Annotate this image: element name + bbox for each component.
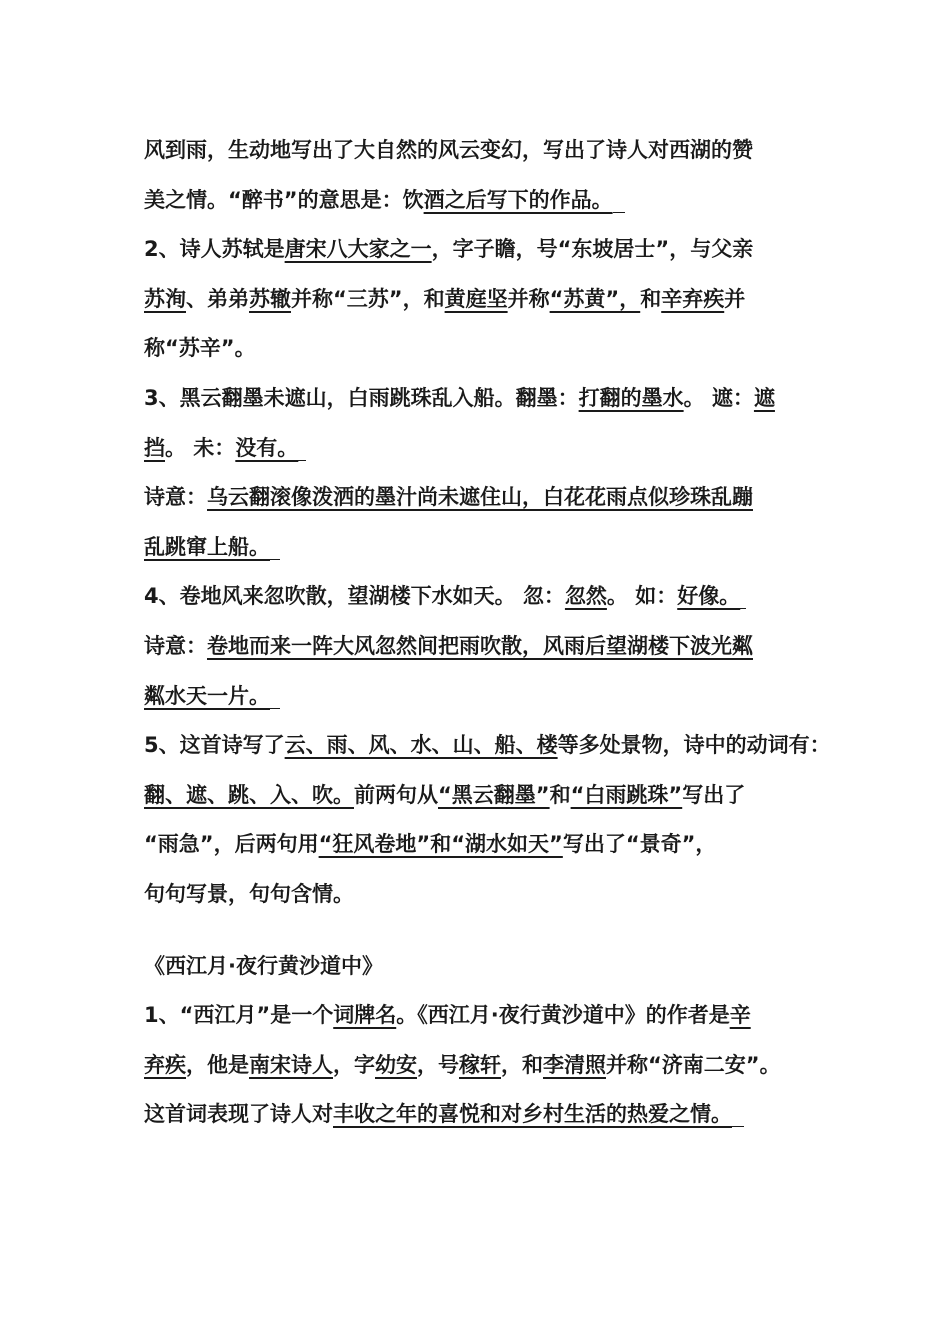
- answer-text: “狂风卷地”和“湖水如天”: [318, 832, 563, 857]
- answer-text: 忽然: [564, 584, 607, 609]
- text-line: [144, 523, 824, 573]
- answer-blank-line: [270, 558, 280, 560]
- answer-text: 好像。: [677, 584, 741, 609]
- text-line: [144, 942, 824, 992]
- body-text: ，和: [501, 1052, 543, 1077]
- body-text: 并称“三苏”，和: [291, 286, 445, 311]
- body-text: ，字: [333, 1052, 375, 1077]
- answer-text: 南宋诗人: [249, 1052, 333, 1077]
- body-text: “雨急”，后两句用: [144, 832, 319, 857]
- answer-text: 乱跳窜上船。: [144, 534, 270, 559]
- answer-text: 乌云翻滚像泼洒的墨汁尚未遮住山，白花花雨点似珍珠乱蹦: [207, 485, 753, 510]
- answer-text: 没有。: [235, 435, 299, 460]
- text-line: [144, 572, 824, 622]
- answer-text: 黄庭坚: [444, 286, 508, 311]
- answer-text: 词牌名: [333, 1003, 397, 1028]
- body-text: 并: [724, 286, 746, 311]
- answer-text: 云、雨、风、水、山、船、楼: [284, 733, 558, 758]
- text-line: [144, 473, 824, 523]
- body-text: 。《西江月·夜行黄沙道中》的作者是: [396, 1003, 730, 1028]
- body-text: 美之情。“醉书”的意思是：饮: [144, 187, 424, 212]
- answer-text: “苏黄”，: [549, 286, 641, 311]
- answer-text: 遮: [753, 385, 775, 410]
- body-text: ，他是: [186, 1052, 249, 1077]
- answer-text: 卷地而来一阵大风忽然间把雨吹散，风雨后望湖楼下波光粼: [207, 633, 753, 658]
- body-text: 并称: [507, 286, 550, 311]
- answer-text: 稼轩: [459, 1052, 501, 1077]
- answer-blank-line: [613, 211, 625, 213]
- text-line: [144, 991, 824, 1041]
- body-text: 5、这首诗写了: [144, 733, 285, 758]
- body-text: 1、“西江月”是一个: [144, 1003, 334, 1028]
- body-text: 写出了“景奇”，: [562, 832, 717, 857]
- body-text: ，号: [417, 1052, 459, 1077]
- text-line: [144, 1090, 824, 1140]
- text-line: [144, 1041, 824, 1091]
- body-text: 风到雨，生动地写出了大自然的风云变幻，写出了诗人对西湖的赞: [144, 138, 753, 162]
- answer-text: 丰收之年的喜悦和对乡村生活的热爱之情。: [333, 1102, 732, 1127]
- answer-text: 打翻的墨水: [578, 385, 684, 410]
- text-line: [144, 126, 824, 176]
- text-line: [144, 225, 824, 275]
- answer-text: 幼安: [375, 1052, 417, 1077]
- answer-blank-line: [270, 707, 280, 709]
- body-text: 等多处景物，诗中的动词有：: [557, 733, 831, 758]
- text-line: [144, 424, 824, 474]
- body-text: ，字子瞻，号“东坡居士”，与父亲: [431, 237, 754, 262]
- body-text: 并称“济南二安”。: [606, 1052, 781, 1077]
- document-page: [144, 126, 831, 1140]
- body-text: 。 遮：: [683, 385, 754, 410]
- answer-text: 唐宋八大家之一: [284, 237, 432, 262]
- answer-text: 粼水天一片。: [144, 683, 270, 708]
- answer-text: 酒之后写下的作品。: [423, 187, 613, 212]
- body-text: 3、黑云翻墨未遮山，白雨跳珠乱入船。翻墨：: [144, 385, 579, 410]
- answer-text: 辛: [729, 1003, 751, 1028]
- body-text: 4、卷地风来忽吹散，望湖楼下水如天。 忽：: [144, 584, 565, 609]
- body-text: 这首词表现了诗人对: [144, 1102, 333, 1127]
- body-text: 诗意：: [144, 485, 207, 510]
- text-line: [144, 771, 824, 821]
- answer-text: 辛弃疾: [661, 286, 725, 311]
- answer-text: 翻、遮、跳、入、吹。: [144, 782, 354, 807]
- text-line: [144, 324, 824, 374]
- answer-text: 苏辙: [249, 286, 291, 311]
- body-text: 句句写景，句句含情。: [144, 881, 354, 906]
- text-line: [144, 870, 824, 920]
- text-line: [144, 820, 824, 870]
- answer-blank-line: [298, 459, 306, 461]
- answer-text: 弃疾: [144, 1052, 186, 1077]
- body-text: 、弟弟: [186, 286, 249, 311]
- body-text: 写出了: [682, 782, 746, 807]
- text-line: [144, 176, 824, 226]
- answer-text: 李清照: [543, 1052, 606, 1077]
- body-text: 2、诗人苏轼是: [144, 237, 285, 262]
- body-text: 《西江月·夜行黄沙道中》: [144, 953, 383, 978]
- answer-text: 挡: [144, 435, 165, 460]
- body-text: 。 未：: [165, 435, 236, 460]
- body-text: 诗意：: [144, 633, 207, 658]
- text-line: [144, 275, 824, 325]
- answer-blank-line: [740, 607, 746, 609]
- answer-text: “黑云翻墨”: [438, 782, 550, 807]
- body-text: 和: [549, 782, 571, 807]
- answer-text: 苏洵: [144, 286, 186, 311]
- body-text: 和: [640, 286, 662, 311]
- text-line: [144, 721, 831, 771]
- body-text: 前两句从: [354, 782, 438, 807]
- text-line: [144, 672, 824, 722]
- answer-blank-line: [732, 1125, 744, 1127]
- body-text: 。 如：: [606, 584, 678, 609]
- answer-text: “白雨跳珠”: [570, 782, 683, 807]
- text-line: [144, 374, 824, 424]
- body-text: 称“苏辛”。: [144, 336, 256, 361]
- text-line: [144, 622, 824, 672]
